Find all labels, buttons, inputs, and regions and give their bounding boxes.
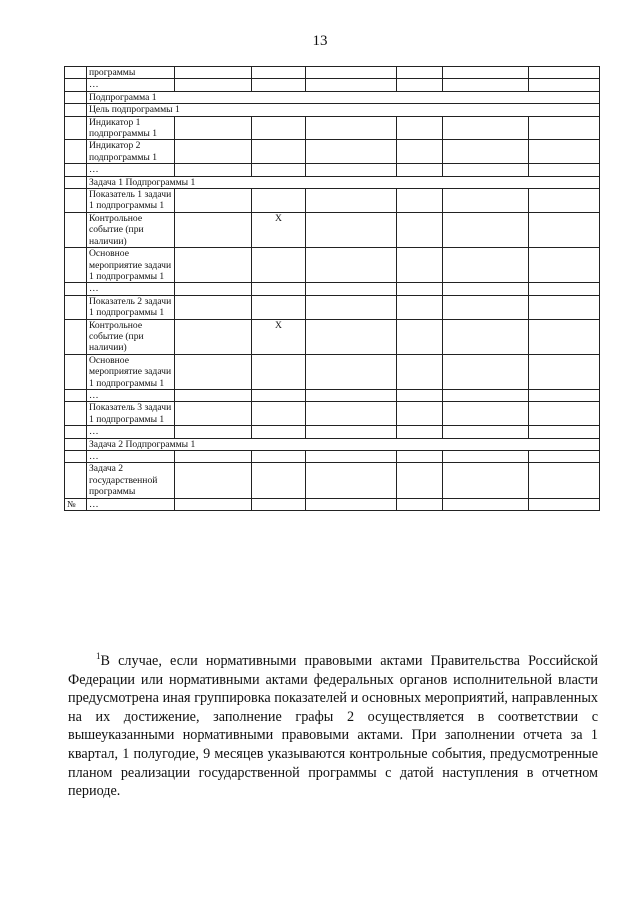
table-cell	[529, 451, 600, 463]
table-cell	[175, 140, 252, 164]
table-cell	[175, 426, 252, 438]
table-cell	[443, 189, 529, 213]
row-number-cell	[65, 79, 87, 91]
table-cell	[175, 212, 252, 247]
table-cell	[175, 354, 252, 389]
control-event-mark-cell	[252, 79, 306, 91]
table-cell	[175, 498, 252, 510]
table-cell	[443, 116, 529, 140]
table-row	[65, 463, 600, 498]
control-event-mark-cell	[252, 140, 306, 164]
table-cell	[397, 67, 443, 79]
table-cell	[443, 140, 529, 164]
row-label-cell: Основное мероприятие задачи 1 подпрограммы 1	[87, 248, 175, 283]
table-cell	[397, 426, 443, 438]
row-label-cell: программы	[87, 67, 175, 79]
row-number-cell	[65, 189, 87, 213]
control-event-mark-cell	[252, 402, 306, 426]
control-event-mark-cell	[252, 164, 306, 176]
table-cell	[175, 295, 252, 319]
row-label-cell: Показатель 2 задачи 1 подпрограммы 1	[87, 295, 175, 319]
table-cell	[443, 164, 529, 176]
table-cell	[306, 354, 397, 389]
control-event-mark-cell	[252, 463, 306, 498]
table-row	[65, 248, 600, 283]
row-label-cell: …	[87, 164, 175, 176]
control-event-mark-cell	[252, 295, 306, 319]
row-label-cell: Подпрограмма 1	[87, 91, 600, 103]
control-event-mark-cell	[252, 116, 306, 140]
table-row	[65, 164, 600, 176]
table-row	[65, 176, 600, 188]
table-cell	[529, 189, 600, 213]
control-event-mark-cell	[252, 426, 306, 438]
table-cell	[529, 463, 600, 498]
table-row	[65, 402, 600, 426]
table-cell	[397, 463, 443, 498]
table-cell	[529, 402, 600, 426]
table-cell	[529, 212, 600, 247]
row-number-cell	[65, 451, 87, 463]
row-number-cell	[65, 116, 87, 140]
row-number-cell	[65, 354, 87, 389]
control-event-mark-cell	[252, 389, 306, 401]
table-cell	[443, 295, 529, 319]
row-number-cell	[65, 402, 87, 426]
table-cell	[529, 248, 600, 283]
table-cell	[175, 248, 252, 283]
row-number-cell	[65, 248, 87, 283]
table-cell	[529, 498, 600, 510]
table-row	[65, 498, 600, 510]
footnote	[68, 652, 598, 801]
row-number-cell	[65, 319, 87, 354]
table-cell	[397, 451, 443, 463]
table-cell	[397, 189, 443, 213]
row-number-cell	[65, 389, 87, 401]
row-label-cell: …	[87, 283, 175, 295]
table-cell	[175, 189, 252, 213]
table-cell	[443, 248, 529, 283]
table-cell	[175, 389, 252, 401]
table-cell	[397, 295, 443, 319]
table-row	[65, 319, 600, 354]
table-row	[65, 426, 600, 438]
table-cell	[397, 164, 443, 176]
table-cell	[306, 212, 397, 247]
row-label-cell: …	[87, 79, 175, 91]
table-cell	[529, 283, 600, 295]
table-cell	[529, 426, 600, 438]
table-row	[65, 79, 600, 91]
table-cell	[397, 79, 443, 91]
table-cell	[175, 451, 252, 463]
row-number-cell	[65, 426, 87, 438]
table-cell	[306, 319, 397, 354]
table-cell	[175, 319, 252, 354]
table-row	[65, 140, 600, 164]
row-label-cell: …	[87, 498, 175, 510]
table-row	[65, 354, 600, 389]
table-cell	[306, 116, 397, 140]
table-row	[65, 389, 600, 401]
table-cell	[529, 295, 600, 319]
table-cell	[443, 67, 529, 79]
table-cell	[443, 283, 529, 295]
control-event-mark-cell: X	[252, 212, 306, 247]
table-cell	[397, 389, 443, 401]
row-label-cell: Задача 2 государственной программы	[87, 463, 175, 498]
table-cell	[397, 116, 443, 140]
table-row	[65, 104, 600, 116]
table-row	[65, 67, 600, 79]
table-cell	[397, 319, 443, 354]
table-cell	[306, 189, 397, 213]
table-row	[65, 438, 600, 450]
table-cell	[306, 67, 397, 79]
row-label-cell: Задача 2 Подпрограммы 1	[87, 438, 600, 450]
table-cell	[306, 402, 397, 426]
row-number-cell	[65, 463, 87, 498]
table-cell	[175, 463, 252, 498]
row-number-cell	[65, 295, 87, 319]
table-cell	[397, 140, 443, 164]
table-cell	[306, 451, 397, 463]
table-cell	[443, 498, 529, 510]
table-cell	[175, 164, 252, 176]
table-row	[65, 212, 600, 247]
table-cell	[306, 164, 397, 176]
row-label-cell: …	[87, 389, 175, 401]
row-label-cell: Контрольное событие (при наличии)	[87, 212, 175, 247]
table-cell	[443, 354, 529, 389]
table-cell	[306, 248, 397, 283]
table-cell	[397, 354, 443, 389]
table-cell	[529, 116, 600, 140]
row-number-cell	[65, 104, 87, 116]
row-number-cell: №	[65, 498, 87, 510]
control-event-mark-cell	[252, 354, 306, 389]
table-cell	[175, 67, 252, 79]
row-label-cell: …	[87, 451, 175, 463]
control-event-mark-cell	[252, 248, 306, 283]
table-row	[65, 283, 600, 295]
table-cell	[529, 79, 600, 91]
row-label-cell: Цель подпрограммы 1	[87, 104, 600, 116]
control-event-mark-cell	[252, 67, 306, 79]
control-event-mark-cell	[252, 498, 306, 510]
table-cell	[306, 498, 397, 510]
control-event-mark-cell	[252, 451, 306, 463]
table-row	[65, 451, 600, 463]
row-number-cell	[65, 283, 87, 295]
row-label-cell: Показатель 3 задачи 1 подпрограммы 1	[87, 402, 175, 426]
row-label-cell: Индикатор 2 подпрограммы 1	[87, 140, 175, 164]
table-cell	[443, 79, 529, 91]
row-number-cell	[65, 140, 87, 164]
table-cell	[397, 498, 443, 510]
table-row	[65, 295, 600, 319]
table-cell	[443, 451, 529, 463]
report-table	[64, 66, 600, 511]
table-cell	[529, 140, 600, 164]
table-cell	[529, 67, 600, 79]
footnote-marker: 1	[96, 651, 101, 661]
table-cell	[175, 79, 252, 91]
control-event-mark-cell	[252, 189, 306, 213]
table-cell	[529, 164, 600, 176]
row-number-cell	[65, 67, 87, 79]
table-cell	[443, 402, 529, 426]
row-label-cell: Основное мероприятие задачи 1 подпрограммы 1	[87, 354, 175, 389]
table-cell	[175, 116, 252, 140]
table-cell	[306, 79, 397, 91]
table-cell	[443, 463, 529, 498]
table-cell	[397, 212, 443, 247]
table-cell	[529, 389, 600, 401]
row-number-cell	[65, 164, 87, 176]
page-number: 13	[312, 33, 328, 49]
table-cell	[306, 140, 397, 164]
table-cell	[529, 319, 600, 354]
report-table-body	[65, 67, 600, 511]
table-cell	[397, 248, 443, 283]
row-label-cell: Индикатор 1 подпрограммы 1	[87, 116, 175, 140]
table-cell	[397, 283, 443, 295]
table-cell	[306, 295, 397, 319]
table-cell	[443, 319, 529, 354]
table-row	[65, 91, 600, 103]
row-label-cell: Контрольное событие (при наличии)	[87, 319, 175, 354]
row-label-cell: Задача 1 Подпрограммы 1	[87, 176, 600, 188]
table-cell	[529, 354, 600, 389]
table-cell	[306, 463, 397, 498]
table-row	[65, 116, 600, 140]
footnote-text: В случае, если нормативными правовыми актами Правительства Российской Федерации или нормативными актами федеральных органов исполнительной власти предусмотрена иная группировка показателей и основных мероприятий, направленных на их достижение, заполнение графы 2 осуществляется в соответствии с вышеуказанными нормативными правовыми актами. При заполнении отчета за 1 квартал, 1 полугодие, 9 месяцев указываются контрольные события, предусмотренные планом реализации государственной программы с датой наступления в отчетном периоде.	[68, 653, 598, 800]
row-label-cell: Показатель 1 задачи 1 подпрограммы 1	[87, 189, 175, 213]
row-number-cell	[65, 212, 87, 247]
control-event-mark-cell: X	[252, 319, 306, 354]
table-cell	[306, 283, 397, 295]
table-cell	[175, 402, 252, 426]
table-cell	[443, 426, 529, 438]
row-number-cell	[65, 438, 87, 450]
table-cell	[397, 402, 443, 426]
control-event-mark-cell	[252, 283, 306, 295]
table-cell	[175, 283, 252, 295]
row-number-cell	[65, 176, 87, 188]
table-cell	[306, 389, 397, 401]
table-cell	[443, 212, 529, 247]
table-row	[65, 189, 600, 213]
table-cell	[306, 426, 397, 438]
table-cell	[443, 389, 529, 401]
row-label-cell: …	[87, 426, 175, 438]
row-number-cell	[65, 91, 87, 103]
